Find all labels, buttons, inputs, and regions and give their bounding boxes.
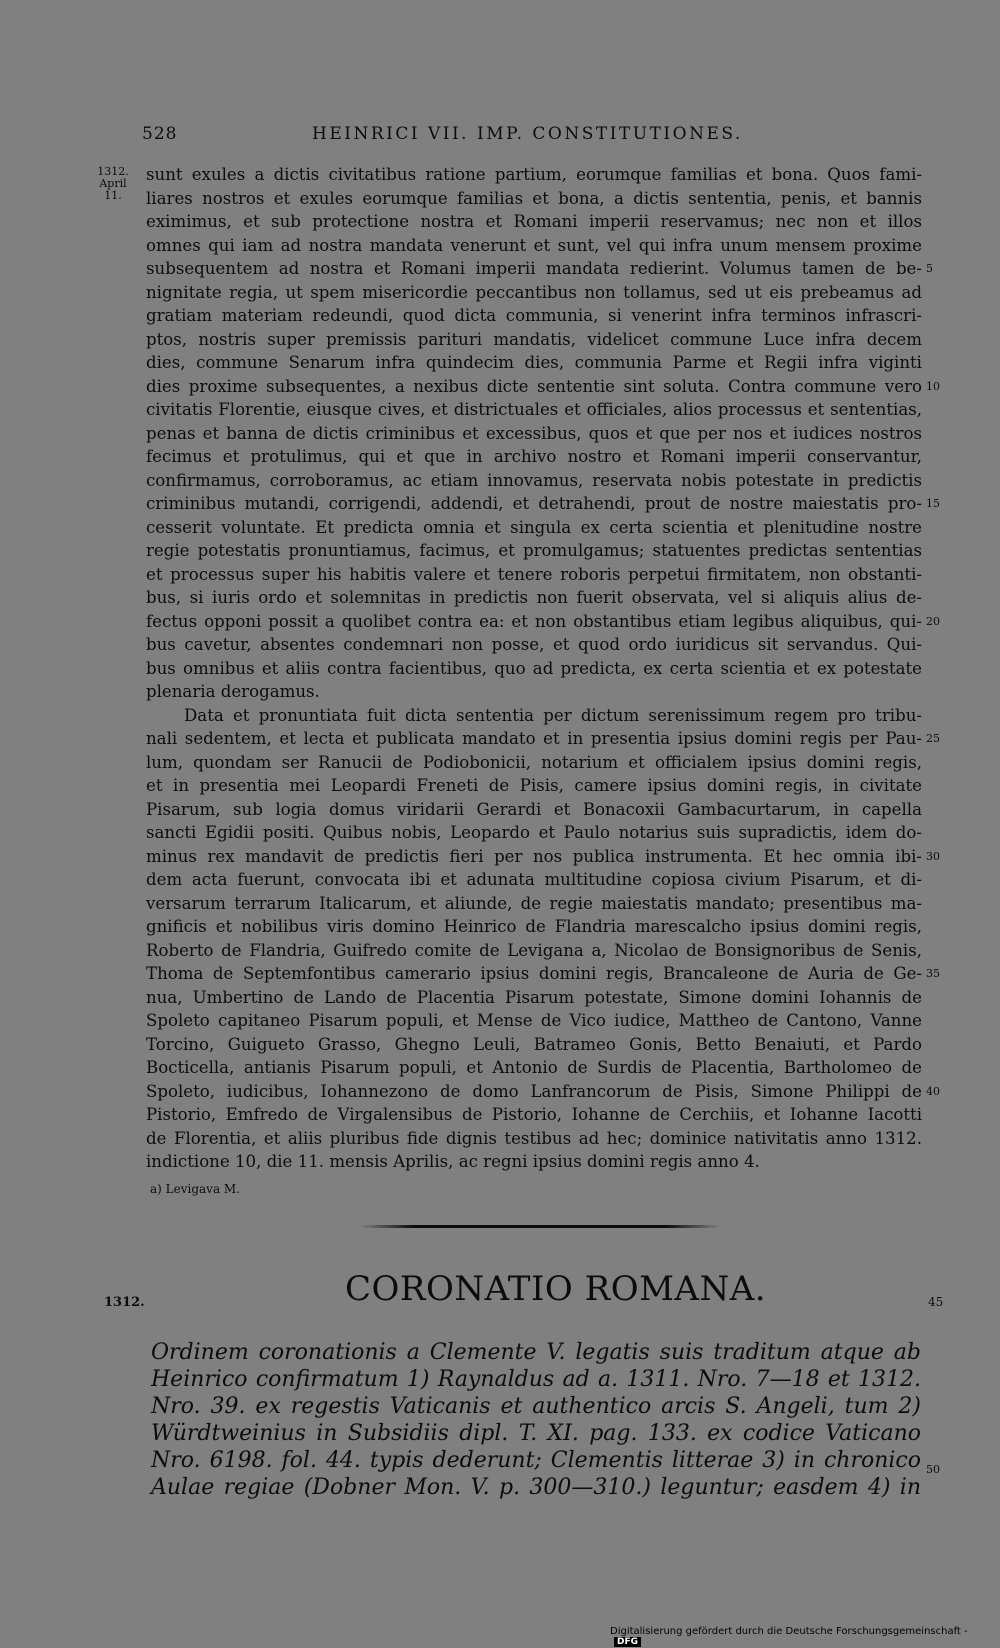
text-line: lum, quondam ser Ranucii de Podiobonicii, notarium et officialem ipsius domini regis, [146, 752, 922, 772]
intro-line: Nro. 39. ex regestis Vaticanis et authentico arcis S. Angeli, tum 2) [151, 1394, 921, 1419]
line-number: 20 [926, 615, 940, 628]
intro-line: Aulae regiae (Dobner Mon. V. p. 300—310.) leguntur; easdem 4) in [151, 1475, 921, 1500]
text-line: eximimus, et sub protectione nostra et Romani imperii reservamus; nec non et illos [146, 212, 922, 231]
text-line: gnificis et nobilibus viris domino Heinrico de Flandria marescalcho ipsius domini regis, [146, 917, 922, 936]
text-line: regie potestatis pronuntiamus, facimus, et promulgamus; statuentes predictas sententias [146, 541, 922, 560]
line-number: 5 [926, 262, 933, 275]
text-line: nali sedentem, et lecta et publicata mandato et in presentia ipsius domini regis per Pau- [146, 729, 922, 748]
text-line: gratiam materiam redeundi, quod dicta communia, si venerint infra terminos infrascri- [146, 306, 922, 325]
text-line: Pisarum, sub logia domus viridarii Gerardi et Bonacoxii Gambacurtarum, in capella [146, 799, 922, 819]
line-number: 25 [926, 732, 940, 745]
running-title: HEINRICI VII. IMP. CONSTITUTIONES. [312, 124, 743, 144]
footnote: a) Levigava M. [150, 1182, 241, 1196]
margin-date-year: 1312. [97, 165, 129, 178]
text-line: civitatis Florentie, eiusque cives, et districtuales et officiales, alios processus et sententias, [146, 400, 922, 419]
page-number: 528 [142, 124, 178, 144]
section-divider [360, 1225, 720, 1228]
section-number: 45 [928, 1295, 944, 1309]
text-line: dies, commune Senarum infra quindecim dies, communia Parme et Regii infra viginti [146, 353, 922, 372]
text-line: Spoleto, iudicibus, Iohannezono de domo Lanfrancorum de Pisis, Simone Philippi de [146, 1081, 922, 1101]
text-line: bus omnibus et aliis contra facientibus, quo ad predicta, ex certa scientia et ex potestate [146, 658, 922, 678]
text-line: sancti Egidii positi. Quibus nobis, Leopardo et Paulo notarius suis supradictis, idem do- [146, 823, 922, 842]
intro-line: Nro. 6198. fol. 44. typis dederunt; Clementis litterae 3) in chronico [151, 1448, 921, 1473]
margin-date-month: April [99, 177, 127, 190]
text-line: fecimus et protulimus, qui et que in archivo nostro et Romani imperii conservantur, [146, 447, 922, 466]
intro-line: Heinrico confirmatum 1) Raynaldus ad a. 1311. Nro. 7—18 et 1312. [151, 1367, 921, 1392]
line-number: 15 [926, 497, 940, 510]
text-line: liares nostros et exules eorumque familias et bona, a dictis sententia, penis, et bannis [146, 188, 922, 208]
text-line: nignitate regia, ut spem misericordie peccantibus non tollamus, sed ut eis prebeamus ad [146, 282, 922, 302]
text-line: minus rex mandavit de predictis fieri per nos publica instrumenta. Et hec omnia ibi- [146, 846, 922, 866]
text-line: Torcino, Guigueto Grasso, Ghegno Leuli, Batrameo Gonis, Betto Benaiuti, et Pardo [146, 1034, 922, 1054]
intro-paragraph [151, 1339, 921, 1501]
text-line: bus cavetur, absentes condemnari non posse, et quod ordo iuridicus sit servandus. Qui- [146, 635, 922, 654]
text-line: dem acta fuerunt, convocata ibi et adunata multitudine copiosa civium Pisarum, et di- [146, 870, 922, 889]
text-line: indictione 10, die 11. mensis Aprilis, ac regni ipsius domini regis anno 4. [146, 1152, 760, 1171]
text-line: Spoleto capitaneo Pisarum populi, et Mense de Vico iudice, Mattheo de Cantono, Vanne [146, 1011, 922, 1030]
intro-line: Würdtweinius in Subsidiis dipl. T. XI. pag. 133. ex codice Vaticano [151, 1421, 921, 1446]
margin-date-day: 11. [104, 189, 122, 202]
text-line: omnes qui iam ad nostra mandata venerunt et sunt, vel qui infra unum mensem proxime [146, 235, 922, 255]
text-line: Thoma de Septemfontibus camerario ipsius domini regis, Brancaleone de Auria de Ge- [146, 964, 922, 983]
page-header [142, 124, 922, 148]
text-line: de Florentia, et aliis pluribus fide dignis testibus ad hec; dominice nativitatis anno 1312. [146, 1128, 922, 1148]
digitization-credit [610, 1626, 1000, 1648]
section-year: 1312. [104, 1295, 145, 1310]
section-title: CORONATIO ROMANA. [345, 1269, 767, 1309]
text-line: dies proxime subsequentes, a nexibus dicte sententie sint soluta. Contra commune vero [146, 376, 922, 396]
text-line: subsequentem ad nostra et Romani imperii mandata redierint. Volumus tamen de be- [146, 259, 922, 278]
text-line: et in presentia mei Leopardi Freneti de Pisis, camere ipsius domini regis, in civitate [146, 776, 922, 795]
text-line: penas et banna de dictis criminibus et excessibus, quos et que per nos et iudices nostros [146, 423, 922, 443]
text-line: et processus super his habitis valere et tenere roboris perpetui firmitatem, non obstanti- [146, 564, 922, 584]
margin-date [94, 166, 132, 202]
text-line: criminibus mutandi, corrigendi, addendi, et detrahendi, prout de nostre maiestatis pro- [146, 494, 922, 513]
line-number: 30 [926, 850, 940, 863]
text-line: Roberto de Flandria, Guifredo comite de Levigana a, Nicolao de Bonsignoribus de Senis, [146, 940, 922, 960]
text-line: ptos, nostris super premissis parituri mandatis, videlicet commune Luce infra decem [146, 329, 922, 349]
text-line: versarum terrarum Italicarum, et aliunde, de regie maiestatis mandato; presentibus ma- [146, 893, 922, 913]
text-line: sunt exules a dictis civitatibus ratione partium, eorumque familias et bona. Quos fami- [146, 165, 922, 184]
intro-line: Ordinem coronationis a Clemente V. legatis suis traditum atque ab [151, 1340, 921, 1365]
text-line: confirmamus, corroboramus, ac etiam innovamus, reservata nobis potestate in predictis [146, 470, 922, 490]
text-line: plenaria derogamus. [146, 682, 320, 701]
text-line: fectus opponi possit a quolibet contra ea: et non obstantibus etiam legibus aliquibus, qui- [146, 611, 922, 631]
text-line: nua, Umbertino de Lando de Placentia Pisarum potestate, Simone domini Iohannis de [146, 987, 922, 1007]
text-line: bus, si iuris ordo et solemnitas in predictis non fuerit observata, vel si aliquis alius de- [146, 588, 922, 607]
line-number: 40 [926, 1085, 940, 1098]
main-text [146, 163, 922, 1174]
line-number: 10 [926, 380, 940, 393]
dfg-logo: DFG [614, 1637, 641, 1647]
text-line: Bocticella, antianis Pisarum populi, et Antonio de Surdis de Placentia, Bartholomeo de [146, 1058, 922, 1077]
credit-text: Digitalisierung gefördert durch die Deutsche Forschungsgemeinschaft - [610, 1626, 968, 1637]
line-number: 50 [926, 1463, 940, 1476]
text-line: Pistorio, Emfredo de Virgalensibus de Pistorio, Iohanne de Cerchiis, et Iohanne Iacotti [146, 1105, 922, 1124]
line-number: 35 [926, 967, 940, 980]
text-line: cesserit voluntate. Et predicta omnia et singula ex certa scientia et plenitudine nostre [146, 517, 922, 537]
text-line: Data et pronuntiata fuit dicta sententia per dictum serenissimum regem pro tribu- [184, 705, 922, 725]
